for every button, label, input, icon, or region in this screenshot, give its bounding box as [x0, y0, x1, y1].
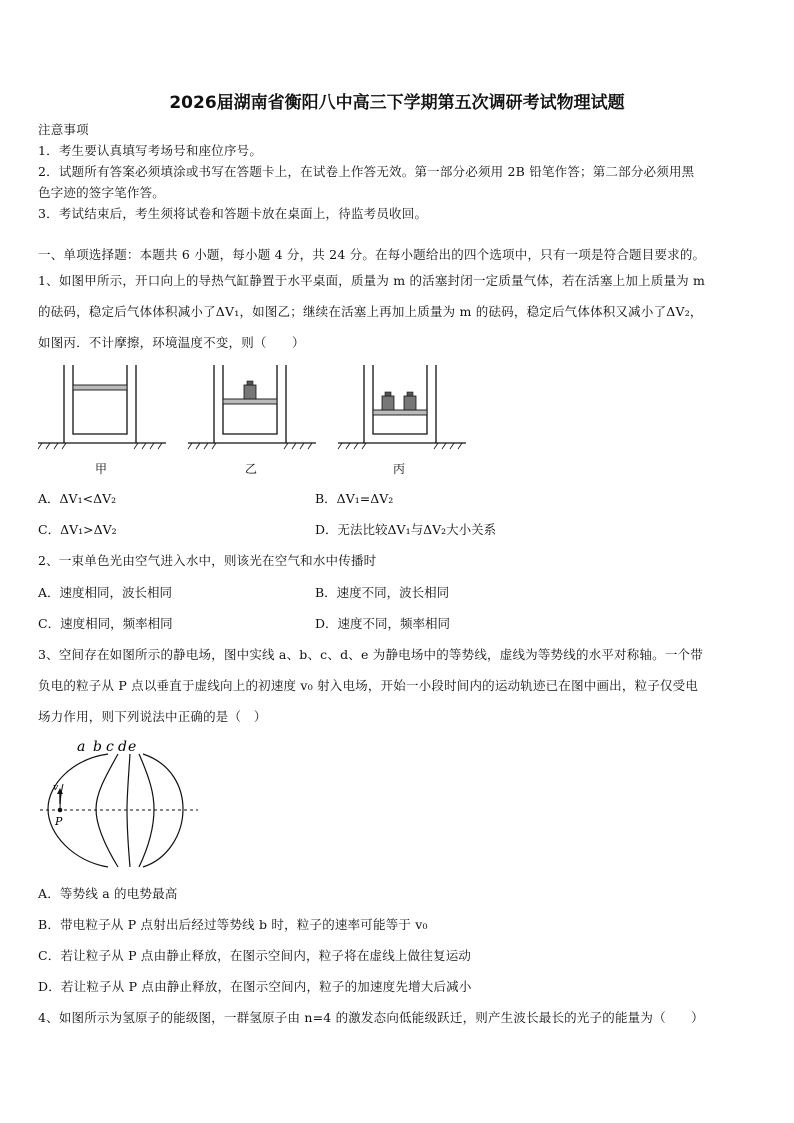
q2-option-a: A．速度相同，波长相同	[38, 585, 173, 600]
cylinder-figure-bing	[338, 363, 468, 453]
notice-item: 1．考生要认真填写考场号和座位序号。	[38, 143, 263, 158]
q3-option-c: C．若让粒子从 P 点由静止释放，在图示空间内，粒子将在虚线上做往复运动	[38, 948, 472, 963]
label-b: b	[93, 739, 102, 755]
q3-stem-line: 负电的粒子从 P 点以垂直于虚线向上的初速度 v₀ 射入电场，开始一小段时间内的运动轨迹已在图中画出，粒子仅受电	[38, 678, 699, 693]
exam-title: 2026届湖南省衡阳八中高三下学期第五次调研考试物理试题	[169, 93, 625, 113]
q1-option-c: C．ΔV₁>ΔV₂	[38, 522, 117, 537]
label-d: d	[118, 739, 127, 755]
equipotential-figure	[38, 734, 198, 874]
label-v: v	[53, 783, 59, 793]
q1-stem-line: 1、如图甲所示，开口向上的导热气缸静置于水平桌面，质量为 m 的活塞封闭一定质量气体，若在活塞上加上质量为 m	[38, 273, 706, 288]
q3-option-b: B．带电粒子从 P 点射出后经过等势线 b 时，粒子的速率可能等于 v₀	[38, 917, 428, 932]
q1-option-d: D．无法比较ΔV₁与ΔV₂大小关系	[315, 522, 497, 537]
q2-option-c: C．速度相同，频率相同	[38, 616, 173, 631]
label-c: c	[106, 739, 114, 755]
notice-item: 2．试题所有答案必须填涂或书写在答题卡上，在试卷上作答无效。第一部分必须用 2B 铅笔作答；第二部分必须用黑	[38, 164, 695, 179]
notice-item: 3．考试结束后，考生须将试卷和答题卡放在桌面上，待监考员收回。	[38, 206, 428, 221]
q1-stem-line: 的砝码，稳定后气体体积减小了ΔV₁，如图乙；继续在活塞上再加上质量为 m 的砝码，稳定后气体体积又减小了ΔV₂，	[38, 304, 703, 319]
q4-stem: 4、如图所示为氢原子的能级图，一群氢原子由 n=4 的激发态向低能级跃迁，则产生波长最长的光子的能量为（ ）	[38, 1010, 704, 1025]
notice-item: 色字迹的签字笔作答。	[38, 185, 166, 200]
q2-option-b: B．速度不同，波长相同	[315, 585, 450, 600]
q3-option-d: D．若让粒子从 P 点由静止释放，在图示空间内，粒子的加速度先增大后减小	[38, 979, 472, 994]
figure-caption-yi: 乙	[245, 462, 258, 476]
label-a: a	[77, 739, 86, 755]
q1-option-a: A．ΔV₁<ΔV₂	[38, 491, 117, 506]
q2-option-d: D．速度不同，频率相同	[315, 616, 451, 631]
cylinder-figure-jia	[38, 363, 168, 453]
label-p: P	[55, 815, 63, 828]
q2-stem: 2、一束单色光由空气进入水中，则该光在空气和水中传播时	[38, 553, 377, 568]
q3-stem-line: 场力作用，则下列说法中正确的是（ ）	[38, 709, 267, 724]
label-e: e	[128, 739, 137, 755]
figure-caption-jia: 甲	[95, 462, 108, 476]
q3-stem-line: 3、空间存在如图所示的静电场，图中实线 a、b、c、d、e 为静电场中的等势线，虚线为等势线的水平对称轴。一个带	[38, 647, 703, 662]
cylinder-figure-yi	[188, 363, 318, 453]
q1-stem-line: 如图丙．不计摩擦，环境温度不变，则（ ）	[38, 335, 305, 350]
section-heading: 一、单项选择题：本题共 6 小题，每小题 4 分，共 24 分。在每小题给出的四个选项中，只有一项是符合题目要求的。	[38, 247, 706, 262]
figure-caption-bing: 丙	[393, 462, 406, 476]
q1-option-b: B．ΔV₁=ΔV₂	[315, 491, 394, 506]
q3-option-a: A．等势线 a 的电势最高	[38, 886, 178, 901]
notice-heading: 注意事项	[38, 122, 89, 137]
